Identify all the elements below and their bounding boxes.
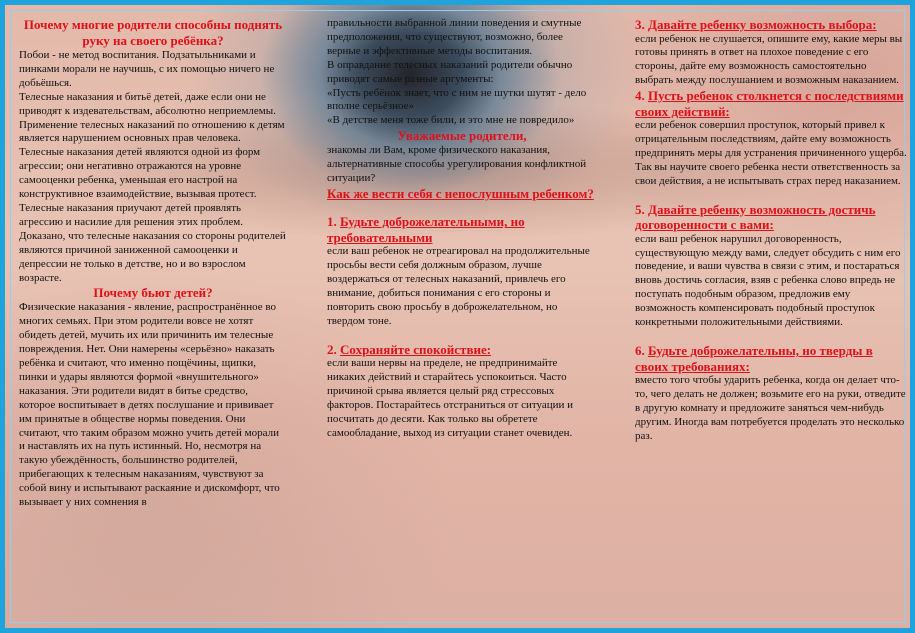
- item-text: если ребенок не слушается, опишите ему, какие меры вы готовы принять в ответ на плохое поведение с его стороны, дайте ему возможность самостоятельно выбрать между послушанием и возможным наказанием.: [635, 32, 903, 87]
- column-middle: [327, 17, 597, 441]
- item-heading-1: [327, 214, 597, 245]
- paragraph: правильности выбранной линии поведения и смутные предположения, что существуют, возможно, более верные и эффективные методы воспитания.: [327, 17, 582, 57]
- paragraph: Телесные наказания детей являются одной из форм агрессии; они негативно отражаются на уровне самооценки ребенка, уменьшая его настрой на конструктивное взаимодействие, вызывая протест.: [19, 146, 261, 201]
- item-number: 5.: [635, 201, 645, 217]
- item-text: если ваш ребенок не отреагировал на продолжительные просьбы вести себя должным образом, лучше воздержаться от телесных наказаний, привлечь его внимание, добиться понимания с его стороны и повторить свою просьбу в доброжелательном, но твердом тоне.: [327, 245, 590, 327]
- item-text: если ваши нервы на пределе, не предпринимайте никаких действий и старайтесь успокоиться. Часто причиной срыва является целый ряд стрессовых факторов. Постарайтесь отстраниться от ситуации и посчитать до десяти. Как только вы обретете самообладание, выход из ситуации станет очевиден.: [327, 357, 574, 439]
- item-title: Сохраняйте спокойствие:: [340, 341, 492, 357]
- item-title: Давайте ребенку возможность достичь договоренности с вами:: [635, 201, 876, 233]
- quote: «В детстве меня тоже били, и это мне не повредило»: [327, 114, 575, 127]
- item-number: 2.: [327, 341, 337, 357]
- heading-how-to-behave: Как же вести себя с непослушным ребенком?: [327, 185, 594, 201]
- heading-why-parents-hit: Почему многие родители способны поднять руку на своего ребёнка?: [23, 17, 283, 48]
- item-heading-6: [635, 343, 907, 374]
- column-left: [19, 17, 287, 510]
- item-text: если ваш ребенок нарушил договоренность, существующую между вами, следует обсудить с ним его поведение, и ваши чувства в связи с этим, и постараться вновь достичь согласия, взяв с ребенка слово впредь не поступать подобным образом, предложив ему возможность компенсировать подобный проступок конкретными положительными действиями.: [635, 232, 901, 329]
- quote: «Пусть ребёнок знает, что с ним не шутки шутят - дело вполне серьёзное»: [327, 86, 587, 113]
- item-number: 4.: [635, 88, 645, 104]
- item-heading-3: [635, 17, 907, 33]
- item-heading-4: [635, 88, 907, 119]
- paragraph: Телесные наказания приучают детей проявлять агрессию и насилие для решения этих проблем. Доказано, что телесные наказания со стороны родителей являются причиной заниженной самооценки и депрессии не только в детстве, но и во взрослом возрасте.: [19, 201, 286, 284]
- paragraph: Телесные наказания и битьё детей, даже если они не приводят к издевательствам, абсолютно неприемлемы. Применение телесных наказаний по отношению к детям является нарушением основных прав человека.: [19, 90, 285, 145]
- heading-dear-parents: Уважаемые родители,: [397, 128, 527, 144]
- heading-why-hit-children: Почему бьют детей?: [93, 285, 213, 301]
- item-number: 1.: [327, 214, 337, 230]
- item-number: 6.: [635, 343, 645, 358]
- paragraph: Побои - не метод воспитания. Подзатыльниками и пинками морали не научишь, с их помощью ничего не добьёшься.: [19, 49, 275, 89]
- item-text: вместо того чтобы ударить ребенка, когда он делает что-то, чего делать не должен; возьмите его на руки, отведите в другую комнату и предложите заняться чем-нибудь другим. Иногда вам потребуется проделать это несколько раз.: [635, 374, 906, 442]
- paragraph: В оправдание телесных наказаний родители обычно приводят самые разные аргументы:: [327, 58, 573, 85]
- item-text: если ребенок совершил проступок, который привел к отрицательным последствиям, дайте ему возможность предпринять меры для устранения причиненного ущерба. Так вы научите своего ребенка нести ответственность за свои действия, а не испытывать страх перед наказанием.: [635, 119, 907, 187]
- paragraph: Физические наказания - явление, распространённое во многих семьях. При этом родители вовсе не хотят обидеть детей, мучить их или причинить им телесные повреждения. Нет. Они намерены «серьёзно» наказать ребёнка и считают, что именно пощёчины, щипки, пинки и удары являются формой «внушительного» наказания. Эти родители видят в битье средство, которое воспитывает в детях послушание и прививает им принятые в обществе нормы поведения. Они считают, что таким образом можно учить детей морали и наставлять их на путь истинный. Но, несмотря на такую убеждённость, большинство родителей, прибегающих к телесным наказаниям, чувствуют за собой вину и испытывают раскаяние и дискомфорт, что вызывает у них сомнения в: [19, 301, 280, 509]
- item-title: Давайте ребенку возможность выбора:: [648, 17, 877, 32]
- item-title: Будьте доброжелательны, но тверды в своих требованиях:: [635, 343, 873, 374]
- paragraph: знакомы ли Вам, кроме физического наказания, альтернативные способы урегулирования конфликтной ситуации?: [327, 144, 587, 185]
- item-title: Пусть ребенок столкнется с последствиями своих действий:: [635, 88, 904, 119]
- column-right: [635, 17, 907, 444]
- item-heading-5: [635, 202, 907, 233]
- item-number: 3.: [635, 17, 645, 32]
- item-title: Будьте доброжелательными, но требовательными: [327, 214, 525, 245]
- item-heading-2: [327, 342, 597, 358]
